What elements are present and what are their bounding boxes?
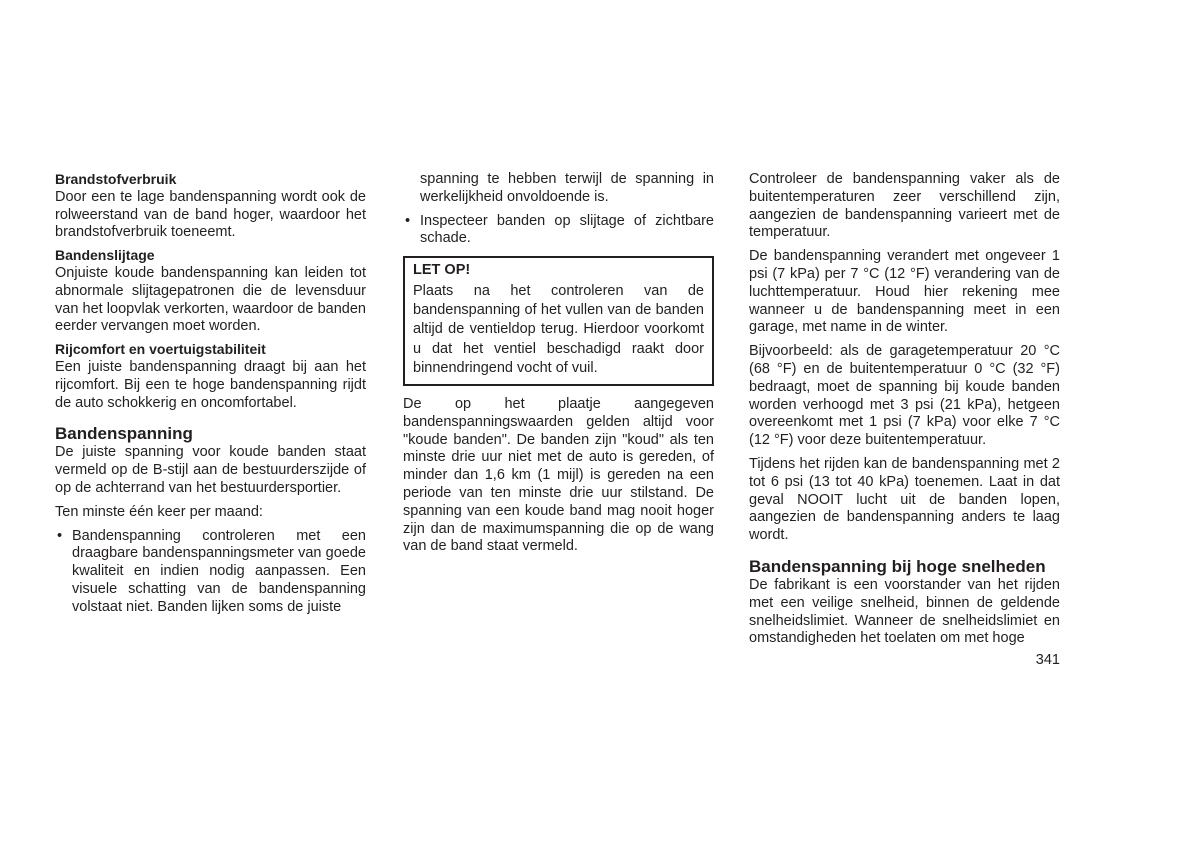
paragraph-continue: spanning te hebben terwijl de spanning in werkelijkheid onvoldoende is. — [420, 171, 714, 205]
paragraph-check: Controleer de bandenspanning vaker als de buitentemperaturen zeer verschillend zijn, aangezien de bandenspanning varieert met de temperatuur. — [749, 171, 1060, 241]
heading-fuel: Brandstofverbruik — [55, 171, 177, 187]
paragraph-pressure: De juiste spanning voor koude banden staat vermeld op de B-stijl aan de bestuurderszijde of op de achterrand van het bestuurdersportier. — [55, 444, 366, 496]
page-number: 341 — [1035, 652, 1060, 668]
list-item — [55, 528, 366, 617]
paragraph-fuel: Door een te lage bandenspanning wordt ook de rolweerstand van de band hoger, waardoor het brandstofverbruik toeneemt. — [55, 188, 366, 241]
list-item — [403, 213, 714, 249]
warning-title: LET OP! — [413, 262, 471, 279]
section-wear — [55, 247, 366, 336]
paragraph-driving: Tijdens het rijden kan de bandenspanning met 2 tot 6 psi (13 tot 40 kPa) toenemen. Laat in dat geval NOOIT lucht uit de banden lopen, aangezien de bandenspanning anders te laag wordt. — [749, 455, 1060, 544]
heading-comfort: Rijcomfort en voertuigstabiliteit — [55, 341, 266, 358]
paragraph-comfort: Een juiste bandenspanning draagt bij aan het rijcomfort. Bij een te hoge bandenspanning rijdt de auto schokkerig en oncomfortabel. — [55, 358, 366, 411]
bullet-icon: • — [405, 212, 411, 229]
paragraph-wear: Onjuiste koude bandenspanning kan leiden tot abnormale slijtagepatronen die de levensduur van het loopvlak verkorten, waardoor de banden eerder vervangen moet worden. — [55, 264, 366, 335]
bullet-text: Bandenspanning controleren met een draagbare bandenspanningsmeter van goede kwaliteit en indien nodig aanpassen. Een visuele schatting van de bandenspanning volstaat niet. Banden lijken soms de juiste — [72, 527, 366, 615]
bullet-icon: • — [57, 527, 63, 544]
paragraph-cold-tires: De op het plaatje aangegeven bandenspanningswaarden gelden altijd voor "koude banden". De banden zijn "koud" als ten minste drie uur niet met de auto is gereden, of minder dan 1,6 km (1 mijl) is gereden na een periode van ten minste drie uur stilstand. De spanning van een koude band mag nooit hoger zijn dan de maximumspanning die op de wang van de band staat vermeld. — [403, 396, 714, 555]
paragraph-high-speed: De fabrikant is een voorstander van het rijden met een veilige snelheid, binnen de geldende snelheidslimiet. Wanneer de snelheidslimiet en omstandigheden het toelaten om met hoge — [749, 576, 1060, 647]
bullet-text: Inspecteer banden op slijtage of zichtbare schade. — [420, 212, 714, 247]
section-fuel — [55, 171, 366, 242]
column-1 — [55, 171, 366, 623]
paragraph-example: Bijvoorbeeld: als de garagetemperatuur 20 °C (68 °F) en de buitentemperatuur 0 °C (32 °F) bedraagt, moet de spanning bij koude banden worden verhoogd met 3 psi (21 kPa), hetgeen overeenkomt met 1 psi (7 kPa) voor elke 7 °C (12 °F) voor deze buitentemperatuur. — [749, 343, 1060, 449]
paragraph-monthly: Ten minste één keer per maand: — [55, 503, 263, 520]
paragraph-change: De bandenspanning verandert met ongeveer 1 psi (7 kPa) per 7 °C (12 °F) verandering van de luchttemperatuur. Houd hier rekening mee wanneer u de bandenspanning meet in een garage, met name in de winter. — [749, 248, 1060, 336]
heading-high-speed: Bandenspanning bij hoge snelheden — [749, 556, 1046, 576]
heading-wear: Bandenslijtage — [55, 247, 155, 264]
column-2 — [403, 171, 714, 562]
section-comfort — [55, 341, 366, 412]
column-3 — [749, 171, 1060, 648]
warning-box — [403, 256, 714, 386]
warning-text: Plaats na het controleren van de bandenspanning of het vullen van de banden altijd de ventieldop terug. Hierdoor voorkomt u dat het ventiel beschadigd raakt door binnendringend vocht of vuil. — [413, 282, 704, 376]
heading-pressure: Bandenspanning — [55, 424, 193, 444]
